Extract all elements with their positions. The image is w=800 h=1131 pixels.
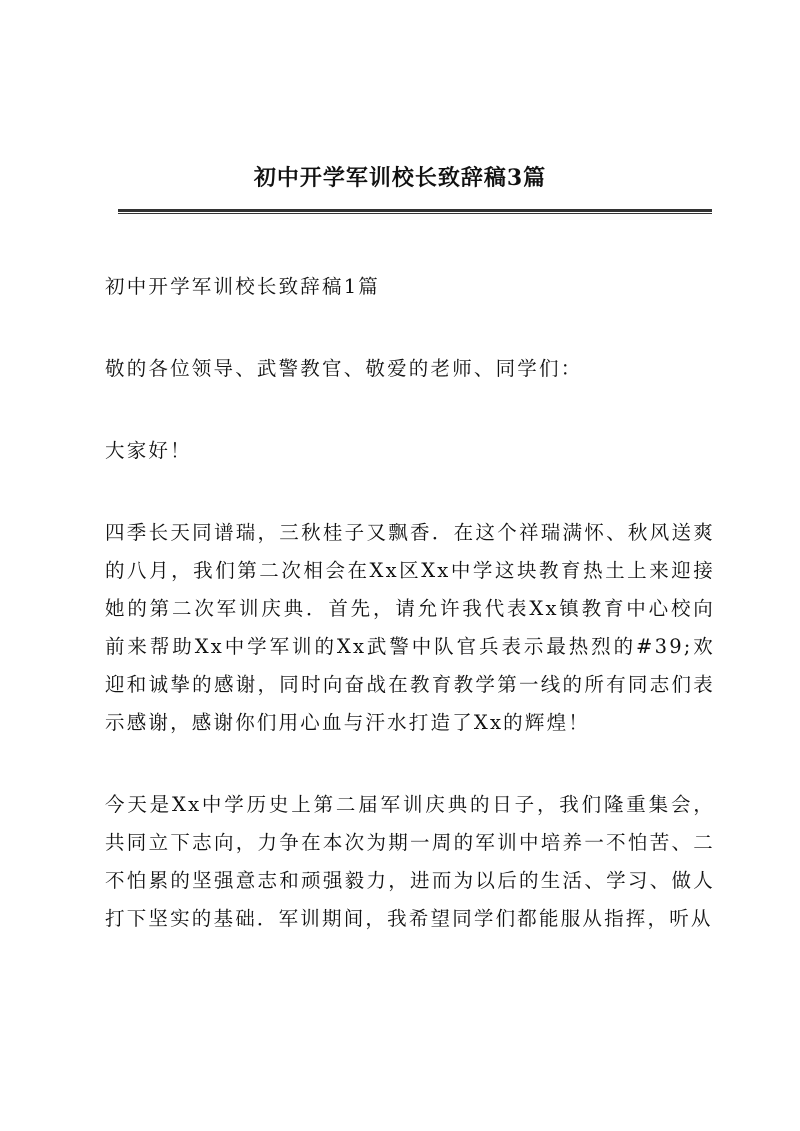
section-heading: 初中开学军训校长致辞稿1篇	[105, 275, 381, 298]
body-paragraph: 今天是Xx中学历史上第二届军训庆典的日子，我们隆重集会，共同立下志向，力争在本次为期一周的军训中培养一不怕苦、二不怕累的坚强意志和顽强毅力，进而为以后的生活、学习、做人打下坚实的基础．军训期间，我希望同学们都能服从指挥，听从	[105, 793, 715, 930]
greeting: 大家好！	[105, 439, 192, 462]
document-title: 初中开学军训校长致辞稿3篇	[253, 165, 547, 191]
title-divider	[118, 209, 712, 214]
body-paragraph: 四季长天同谱瑞，三秋桂子又飘香．在这个祥瑞满怀、秋风送爽的八月，我们第二次相会在Xx区Xx中学这块教育热土上来迎接她的第二次军训庆典．首先，请允许我代表Xx镇教育中心校向前来帮助Xx中学军训的Xx武警中队官兵表示最热烈的#39;欢迎和诚挚的感谢，同时向奋战在教育教学第一线的所有同志们表示感谢，感谢你们用心血与汗水打造了Xx的辉煌！	[105, 521, 715, 734]
document-body	[105, 268, 715, 982]
salutation: 敬的各位领导、武警教官、敬爱的老师、同学们：	[105, 357, 583, 380]
